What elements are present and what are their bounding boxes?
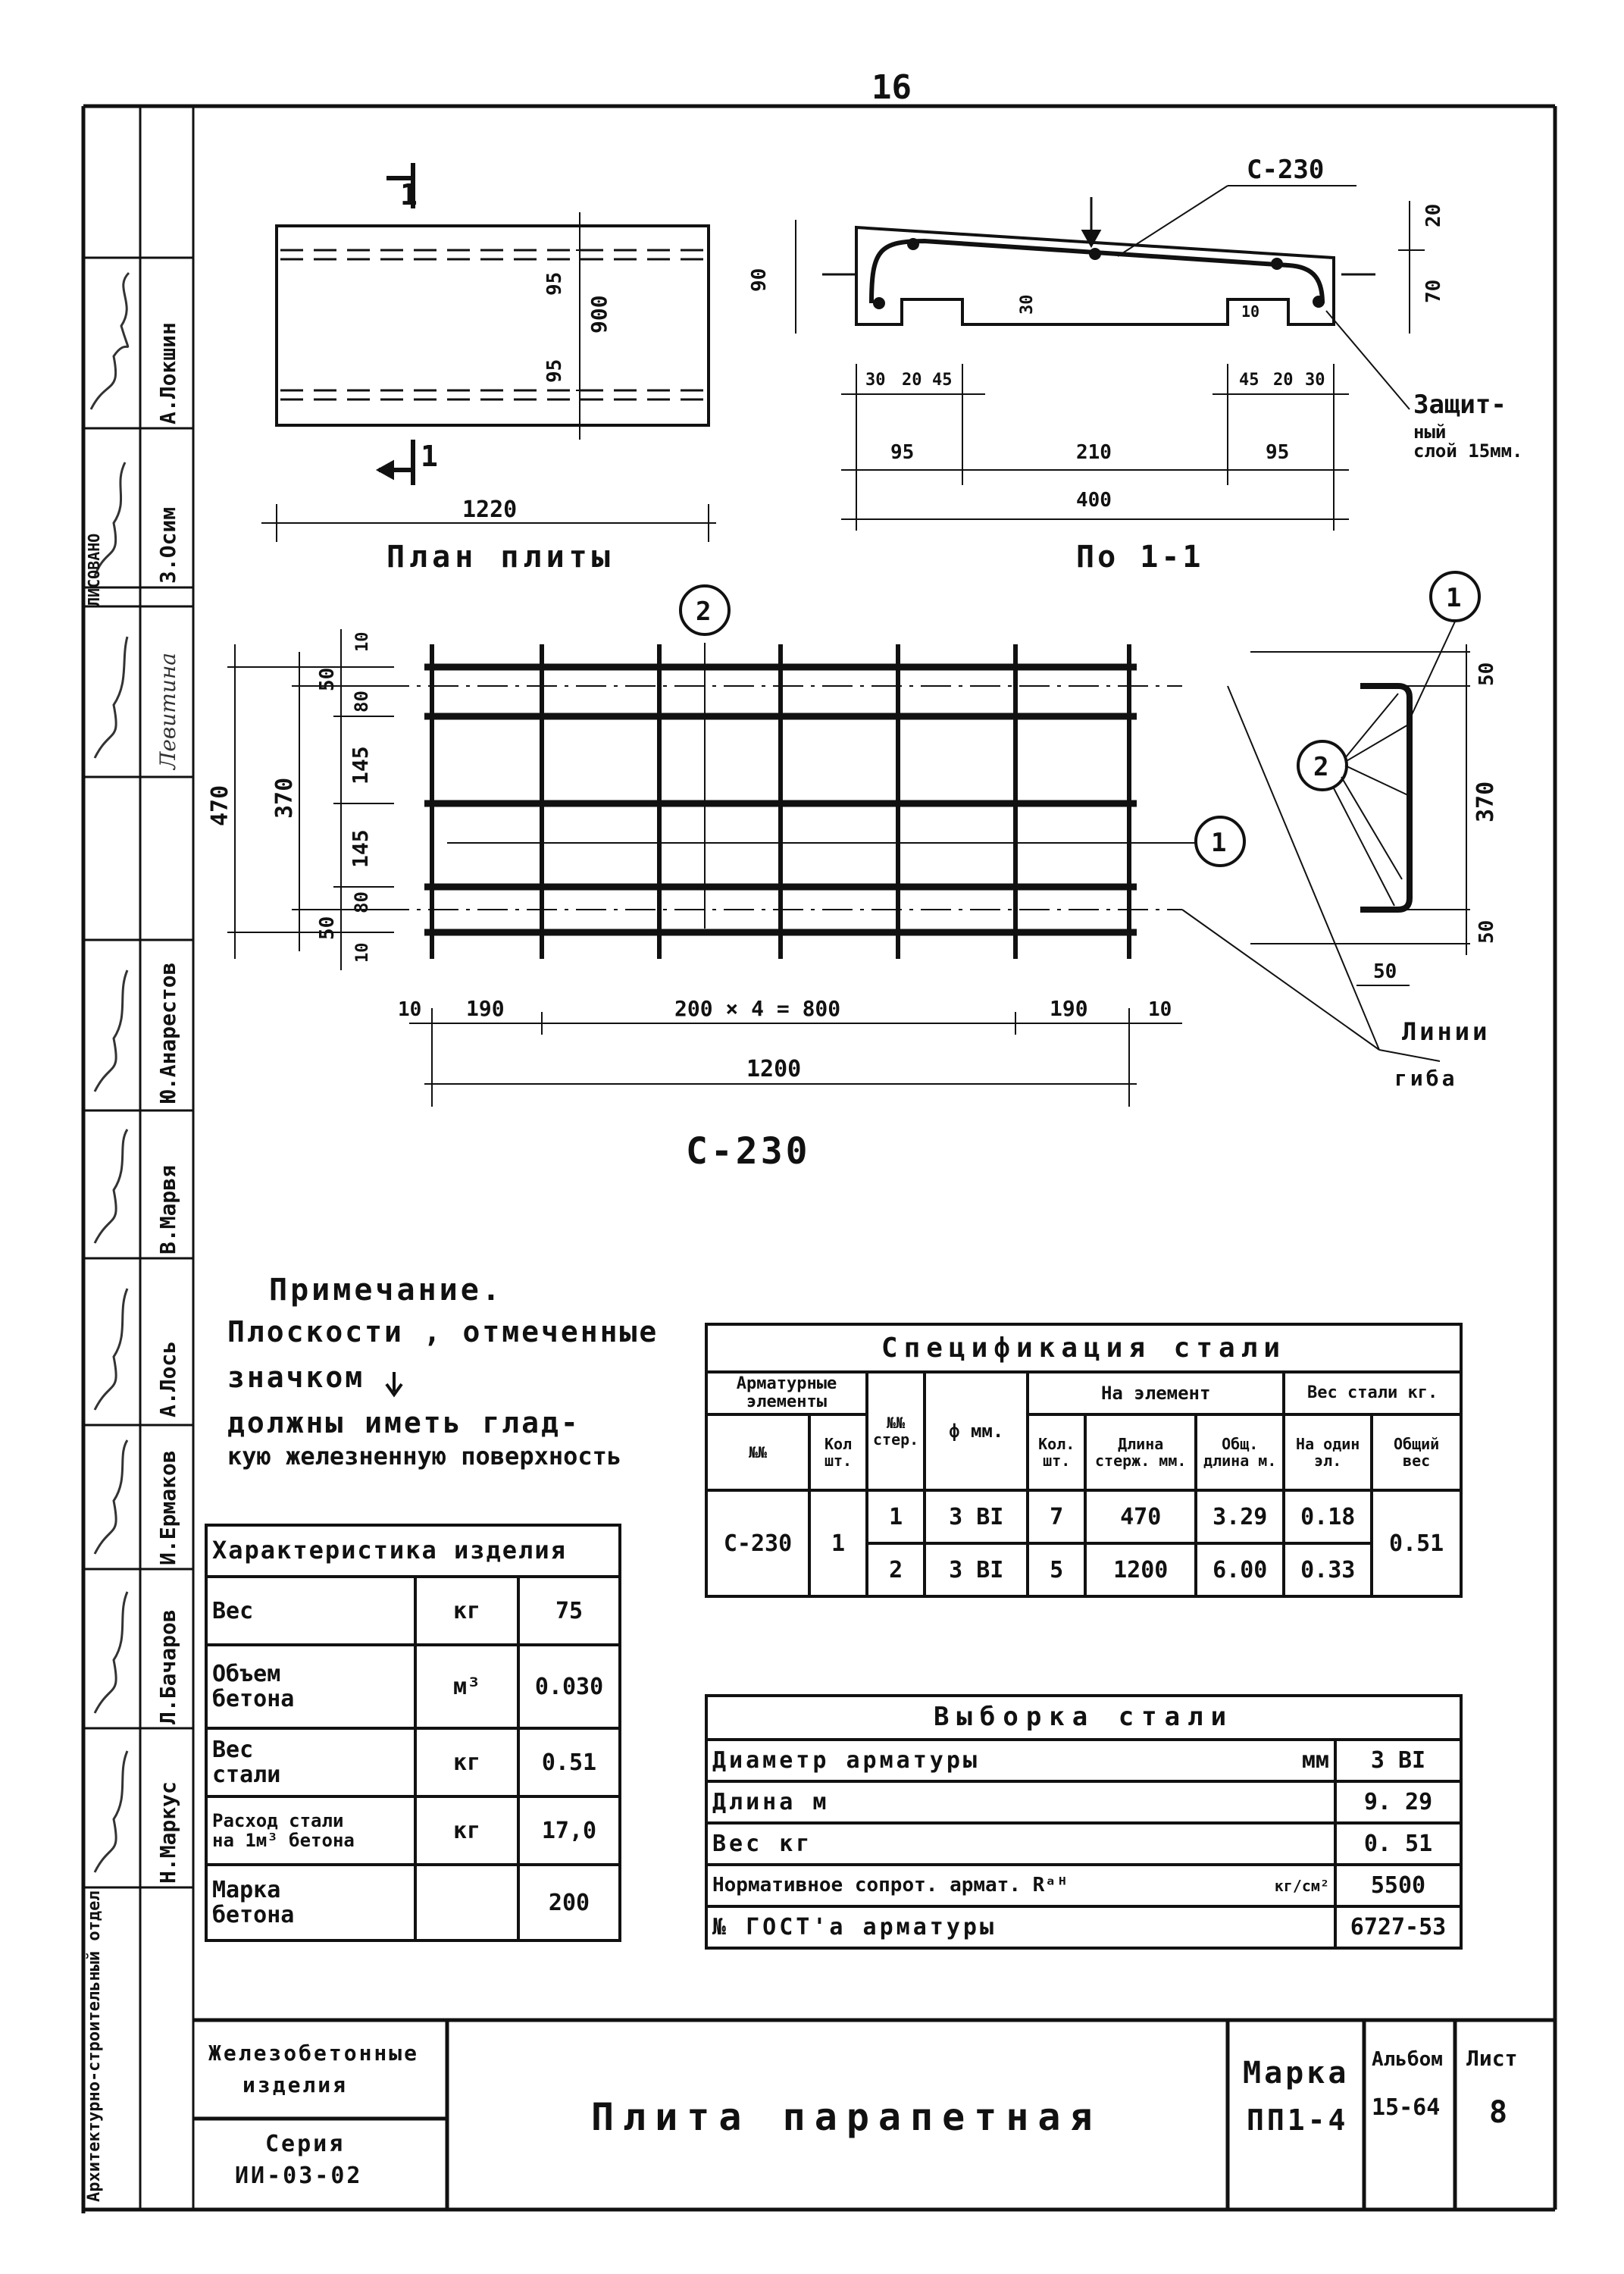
- plan-section-mark-bottom: 1: [421, 440, 438, 473]
- mesh-dim-inner-left: 370: [271, 777, 298, 819]
- mesh-bubble-2-top: 2: [696, 597, 712, 627]
- mesh-drawing: [227, 572, 1479, 1107]
- table-row: [706, 1906, 1461, 1948]
- spec-cell: 3 ВI: [925, 1490, 1028, 1543]
- spec-h-phi: ф мм.: [925, 1372, 1028, 1490]
- title-mark-label: Марка: [1243, 2056, 1350, 2091]
- section-dim-rib: 30: [1018, 294, 1037, 315]
- mesh-dim-total-bottom: 1200: [746, 1056, 802, 1082]
- section-dim-rib-right: 10: [1241, 302, 1260, 321]
- char-value: 17,0: [518, 1796, 620, 1865]
- mesh-bend-dim-bottom: 50: [1475, 919, 1498, 944]
- stamp-cell-8: И.Ермаков: [155, 1450, 180, 1565]
- stamp-cell-9: Л.Бачаров: [155, 1609, 180, 1724]
- title-album: 15-64: [1372, 2094, 1441, 2121]
- selection-value: 9. 29: [1335, 1781, 1461, 1823]
- table-row: [706, 1740, 1461, 1781]
- section-dim-mid-3: 95: [1266, 441, 1290, 464]
- selection-value: 5500: [1335, 1865, 1461, 1906]
- section-dim-left-small-1: 30: [865, 371, 886, 390]
- mesh-dim-edge-right: 10: [1148, 998, 1172, 1021]
- mesh-bend-label-1: Линии: [1402, 1017, 1491, 1046]
- mesh-dim-end-left: 190: [466, 996, 505, 1021]
- section-dim-right-bottom: 70: [1422, 279, 1445, 303]
- table-row: [206, 1577, 620, 1645]
- spec-h-na-odin: На один эл.: [1284, 1414, 1372, 1490]
- selection-label: Вес кг: [706, 1823, 1234, 1865]
- char-name: бетона: [212, 1686, 295, 1712]
- title-sheet-label: Лист: [1466, 2046, 1518, 2071]
- mesh-dim-edge-left: 10: [398, 998, 422, 1021]
- spec-h-kol-sht: Кол. шт.: [1028, 1414, 1085, 1490]
- spec-table: [705, 1323, 1463, 1598]
- stamp-cell-7: А.Лось: [155, 1340, 180, 1417]
- char-name: Вес: [212, 1737, 254, 1763]
- selection-label: Длина м: [706, 1781, 1234, 1823]
- selection-value: 6727-53: [1335, 1906, 1461, 1948]
- selection-unit: мм: [1234, 1740, 1335, 1781]
- spec-h-obsh-ves: Общий вес: [1372, 1414, 1461, 1490]
- title-name: Плита парапетная: [591, 2095, 1102, 2139]
- spec-total-weight: 0.51: [1372, 1490, 1461, 1596]
- table-row: [206, 1865, 620, 1940]
- mesh-dim-part-6: 80: [351, 891, 372, 913]
- mesh-bubble-1-right: 1: [1446, 583, 1462, 613]
- note-title: Примечание.: [269, 1273, 503, 1308]
- section-dim-right-top: 20: [1422, 203, 1445, 227]
- mesh-bend-offset: 50: [1373, 960, 1397, 983]
- table-row: [706, 1781, 1461, 1823]
- mesh-dim-part-7: 50: [316, 916, 339, 940]
- char-name: бетона: [212, 1902, 295, 1928]
- title-category-1: Железобетонные: [208, 2041, 420, 2066]
- section-cover-label-1: Защит-: [1413, 390, 1507, 420]
- mesh-dim-part-2: 50: [316, 667, 339, 691]
- char-unit: кг: [415, 1577, 518, 1645]
- note-line-1: Плоскости , отмеченные: [227, 1315, 659, 1348]
- spec-h-ves: Вес стали кг.: [1284, 1372, 1461, 1414]
- note-line-2: значком: [227, 1361, 365, 1394]
- selection-value: 3 ВI: [1335, 1740, 1461, 1781]
- char-name: Вес: [212, 1597, 254, 1624]
- mesh-dim-part-1: 10: [353, 631, 372, 652]
- plan-dim-edge-bottom: 95: [543, 359, 566, 383]
- section-cover-label-3: слой 15мм.: [1413, 440, 1523, 462]
- table-row: [206, 1796, 620, 1865]
- spec-element: С-230: [706, 1490, 809, 1596]
- section-title: По 1-1: [1076, 540, 1204, 575]
- table-row: [206, 1645, 620, 1728]
- mesh-dim-part-8: 10: [353, 942, 372, 963]
- stamp-cell-2: З.Осим: [155, 506, 180, 584]
- spec-title: Спецификация стали: [706, 1324, 1461, 1372]
- spec-h-dlina: Длина стерж. мм.: [1085, 1414, 1196, 1490]
- spec-cell: 6.00: [1196, 1543, 1284, 1596]
- stamp-cell-4: Левитина: [155, 653, 180, 769]
- table-row: [706, 1823, 1461, 1865]
- plan-section-mark-top: 1: [400, 178, 418, 211]
- mesh-dim-part-4: 145: [348, 746, 373, 785]
- mesh-title: С-230: [686, 1130, 811, 1173]
- char-unit: [415, 1865, 518, 1940]
- mesh-dim-part-5: 145: [348, 829, 373, 868]
- table-row: [706, 1490, 1461, 1543]
- mesh-bend-label-2: гиба: [1394, 1066, 1458, 1091]
- stamp-dept: Архитектурно-строительный отдел: [85, 1890, 104, 2202]
- spec-cell: 3.29: [1196, 1490, 1284, 1543]
- section-dim-left-small-3: 45: [932, 371, 953, 390]
- table-row: [706, 1865, 1461, 1906]
- section-dim-mid-1: 95: [890, 441, 915, 464]
- char-unit: кг: [415, 1728, 518, 1796]
- spec-h-nn: №№: [706, 1414, 809, 1490]
- page-number: 16: [871, 68, 912, 107]
- char-value: 75: [518, 1577, 620, 1645]
- mesh-bend-dim-mid: 370: [1472, 781, 1499, 822]
- spec-h-nrod: №№ стер.: [867, 1372, 925, 1490]
- mesh-bend-dim-top: 50: [1475, 662, 1498, 686]
- selection-label: Нормативное сопрот. армат. Rᵃᴴ: [706, 1865, 1234, 1906]
- section-drawing: [796, 186, 1425, 531]
- plan-dim-length: 1220: [462, 496, 518, 523]
- section-dim-right-small-3: 30: [1305, 371, 1325, 390]
- signatures: [91, 273, 129, 1872]
- selection-table: [705, 1694, 1463, 1950]
- char-unit: м³: [415, 1645, 518, 1728]
- table-row: [206, 1728, 620, 1796]
- stamp-cell-10: Н.Маркус: [155, 1781, 180, 1884]
- spec-h-elements: Арматурные элементы: [706, 1372, 867, 1414]
- note-line-4: кую железненную поверхность: [227, 1442, 622, 1471]
- title-category-2: изделия: [243, 2072, 349, 2097]
- section-dim-left-small-2: 20: [902, 371, 922, 390]
- spec-cell: 2: [867, 1543, 925, 1596]
- selection-title: Выборка стали: [706, 1696, 1461, 1740]
- mesh-dim-mid: 200 × 4 = 800: [674, 996, 841, 1021]
- char-value: 0.51: [518, 1728, 620, 1796]
- section-dim-height: 90: [748, 268, 771, 292]
- spec-cell: 7: [1028, 1490, 1085, 1543]
- selection-value: 0. 51: [1335, 1823, 1461, 1865]
- section-callout: С-230: [1247, 155, 1325, 185]
- stamp-cell-5: Ю.Анарестов: [155, 962, 180, 1103]
- title-mark: ПП1-4: [1247, 2103, 1349, 2137]
- section-cover-label-2: ный: [1413, 421, 1447, 443]
- section-dim-total: 400: [1076, 489, 1112, 512]
- mesh-bubble-2-right: 2: [1313, 752, 1329, 782]
- char-value: 0.030: [518, 1645, 620, 1728]
- stamp-cell-3: ЛИСОВАНО: [85, 533, 103, 606]
- spec-cell: 0.33: [1284, 1543, 1372, 1596]
- selection-unit: [1234, 1823, 1335, 1865]
- spec-cell: 3 ВI: [925, 1543, 1028, 1596]
- selection-unit: кг/см²: [1234, 1865, 1335, 1906]
- char-unit: кг: [415, 1796, 518, 1865]
- char-name: на 1м³ бетона: [212, 1830, 355, 1851]
- section-dim-mid-2: 210: [1076, 441, 1112, 464]
- note-arrow-icon: [386, 1372, 402, 1395]
- section-dim-right-small-2: 20: [1273, 371, 1294, 390]
- spec-h-per-el: На элемент: [1028, 1372, 1284, 1414]
- spec-cell: 0.18: [1284, 1490, 1372, 1543]
- spec-element-count: 1: [809, 1490, 867, 1596]
- selection-unit: [1234, 1906, 1335, 1948]
- title-album-label: Альбом: [1372, 2048, 1443, 2071]
- characteristics-title: Характеристика изделия: [206, 1525, 620, 1577]
- characteristics-table: [205, 1524, 621, 1942]
- spec-h-obsh: Общ. длина м.: [1196, 1414, 1284, 1490]
- spec-cell: 5: [1028, 1543, 1085, 1596]
- title-series-label: Серия: [265, 2131, 346, 2157]
- section-dim-right-small-1: 45: [1239, 371, 1259, 390]
- plan-title: План плиты: [386, 540, 615, 575]
- note-line-3: должны иметь глад-: [227, 1406, 580, 1439]
- char-name: Объем: [212, 1661, 281, 1687]
- plan-dim-edge-top: 95: [543, 271, 566, 296]
- selection-label: № ГОСТ'а арматуры: [706, 1906, 1234, 1948]
- mesh-dim-part-3: 80: [351, 691, 372, 713]
- title-sheet: 8: [1489, 2095, 1508, 2130]
- stamp-cell-1: А.Локшин: [155, 322, 180, 424]
- mesh-dim-total-left: 470: [207, 785, 233, 826]
- spec-cell: 470: [1085, 1490, 1196, 1543]
- plan-drawing: [261, 163, 716, 542]
- selection-unit: [1234, 1781, 1335, 1823]
- spec-cell: 1200: [1085, 1543, 1196, 1596]
- char-name: Расход стали: [212, 1809, 344, 1831]
- char-name: стали: [212, 1762, 281, 1788]
- char-name: Марка: [212, 1877, 281, 1903]
- title-series: ИИ-03-02: [235, 2163, 363, 2189]
- spec-cell: 1: [867, 1490, 925, 1543]
- mesh-bubble-1-middle: 1: [1211, 828, 1227, 858]
- plan-dim-width: 900: [587, 295, 612, 334]
- stamp-cell-6: В.Марвя: [155, 1164, 180, 1254]
- spec-h-kol: Кол шт.: [809, 1414, 867, 1490]
- selection-label: Диаметр арматуры: [706, 1740, 1234, 1781]
- mesh-dim-end-right: 190: [1050, 996, 1088, 1021]
- char-value: 200: [518, 1865, 620, 1940]
